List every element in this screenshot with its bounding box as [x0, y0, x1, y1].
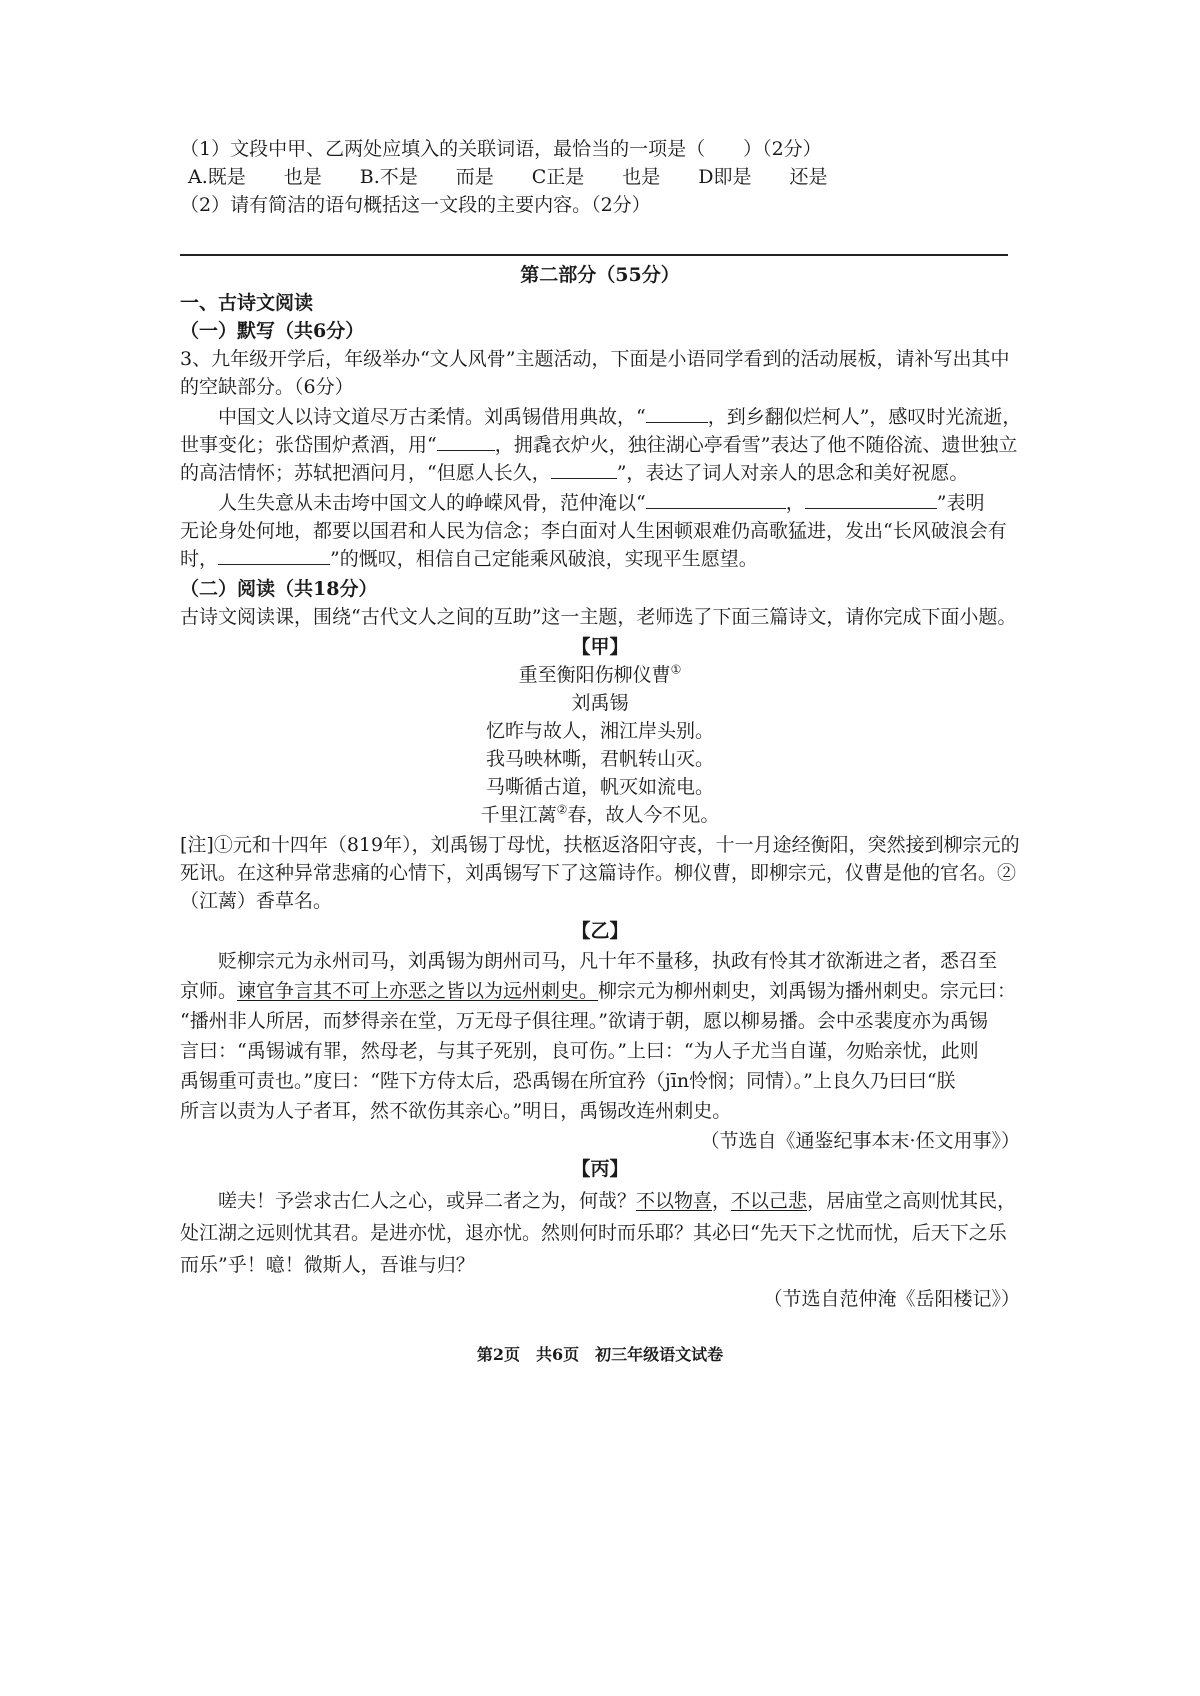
answer-blank-3[interactable]: [551, 460, 617, 479]
footnote-marker: ①: [670, 662, 682, 677]
reading-intro: 古诗文阅读课，围绕“古代文人之间的互助”这一主题，老师选了下面三篇诗文，请你完成下面小题。: [180, 606, 1017, 628]
poem-note-line-2: 死讯。在这种异常悲痛的心情下，刘禹锡写下了这篇诗作。柳仪曹，即柳宗元，仪曹是他的官名。②: [180, 862, 1017, 884]
dictation-line-5: 无论身处何地，都要以国君和人民为信念；李白面对人生困顿艰难仍高歌猛进，发出“长风破浪会有: [180, 520, 1007, 542]
passage-text: 嗟夫！予尝求古仁人之心，或异二者之为，何哉？: [218, 1190, 637, 1212]
subsection-reading: （二）阅读（共18分）: [180, 578, 378, 600]
answer-blank-6[interactable]: [218, 546, 330, 565]
answer-blank-5[interactable]: [805, 490, 937, 509]
dictation-line-4: [218, 490, 1058, 516]
dictation-line-1: [218, 404, 1058, 430]
poem-text: 春，故人今不见。: [567, 804, 720, 826]
dictation-text: 的高洁情怀；苏轼把酒问月，“但愿人长久，: [180, 462, 551, 484]
poem-line-2: 我马映林嘶，君帆转山灭。: [485, 748, 714, 770]
underlined-phrase: 不以物喜: [636, 1190, 713, 1212]
passage-yi-line-1: 贬柳宗元为永州司马，刘禹锡为朗州司马，凡十年不量移，执政有怜其才欲渐进之者，悉召至: [218, 950, 998, 972]
footnote-marker: ②: [556, 802, 568, 817]
question-3-line-2: 的空缺部分。（6分）: [180, 376, 354, 398]
dictation-text: ，拥毳衣炉火，独往湖心亭看雪”表达了他不随俗流、遗世独立: [494, 434, 1018, 456]
passage-bing-line-2: 处江湖之远则忧其君。是进亦忧，退亦忧。然则何时而乐耶？其必曰“先天下之忧而忧，后天下之乐: [180, 1222, 1007, 1244]
passage-text: 柳宗元为柳州刺史，刘禹锡为播州刺史。宗元曰：: [598, 980, 1017, 1002]
passage-text: ，: [712, 1190, 732, 1212]
passage-yi-line-6: 所言以责为人子者耳，然不欲伤其亲心。”明日，禹锡改连州刺史。: [180, 1100, 732, 1122]
question-1-options: A.既是 也是 B.不是 而是 C正是 也是 D即是 还是: [188, 166, 828, 188]
dictation-text: ，到乡翻似烂柯人”，感叹时光流逝，: [707, 406, 1022, 428]
dictation-line-6: [180, 546, 1020, 572]
poem-line-4: [180, 802, 1020, 828]
poem-author: 刘禹锡: [571, 692, 629, 714]
dictation-line-2: [180, 432, 1020, 458]
passage-bing-line-3: 而乐”乎！噫！微斯人，吾谁与归？: [180, 1254, 475, 1276]
question-2: （2）请有简洁的语句概括这一文段的主要内容。（2分）: [180, 194, 651, 216]
answer-blank-2[interactable]: [437, 432, 495, 451]
poem-note-line-3: （江蓠）香草名。: [180, 890, 333, 912]
passage-yi-label: 【乙】: [571, 920, 629, 942]
question-1: （1）文段中甲、乙两处应填入的关联词语，最恰当的一项是（ ）（2分）: [180, 138, 822, 160]
page-footer: 第2页 共6页 初三年级语文试卷: [476, 1345, 724, 1364]
dictation-text: 世事变化；张岱围炉煮酒，用“: [180, 434, 437, 456]
passage-text: ，居庙堂之高则忧其民，: [807, 1190, 1017, 1212]
passage-yi-line-4: 言曰：“禹锡诚有罪，然母老，与其子死别，良可伤。”上曰：“为人子尤当自谨，勿贻亲忧，此则: [180, 1040, 979, 1062]
dictation-text: ”的慨叹，相信自己定能乘风破浪，实现平生愿望。: [330, 548, 758, 570]
passage-yi-line-2: [180, 978, 1020, 1004]
dictation-text: ”表明: [936, 492, 985, 514]
passage-bing-line-1: [218, 1188, 1058, 1214]
dictation-line-3: [180, 460, 1020, 486]
dictation-text: 中国文人以诗文道尽万古柔情。刘禹锡借用典故，“: [218, 406, 646, 428]
passage-text: 京师。: [180, 980, 238, 1002]
question-3-line-1: 3、九年级开学后，年级举办“文人风骨”主题活动，下面是小语同学看到的活动展板，请补写出其中: [180, 348, 1010, 370]
part-two-title: 第二部分（55分）: [520, 264, 680, 286]
passage-bing-source: （节选自范仲淹《岳阳楼记》）: [763, 1288, 1020, 1310]
poem-title: [180, 662, 1020, 688]
answer-blank-4[interactable]: [646, 490, 786, 509]
dictation-text: ，: [785, 492, 805, 514]
poem-line-1: 忆昨与故人，湘江岸头别。: [485, 720, 714, 742]
passage-yi-line-3: “播州非人所居，而梦得亲在堂，万无母子俱往理。”欲请于朝，愿以柳易播。会中丞裴度亦为禹锡: [180, 1010, 988, 1032]
passage-bing-label: 【丙】: [571, 1158, 629, 1180]
underlined-phrase: 不以己悲: [731, 1190, 808, 1212]
subsection-dictation: （一）默写（共6分）: [180, 320, 365, 342]
dictation-text: ”，表达了词人对亲人的思念和美好祝愿。: [616, 462, 969, 484]
underlined-sentence: 谏官争言其不可上亦恶之皆以为远州刺史。: [237, 980, 599, 1002]
answer-blank-1[interactable]: [646, 404, 708, 423]
poem-note-line-1: [注]①元和十四年（819年），刘禹锡丁母忧，扶柩返洛阳守丧，十一月途经衡阳，突然接到柳宗元的: [180, 834, 1020, 856]
passage-yi-source: （节选自《通鉴纪事本末·伾文用事》）: [700, 1130, 1020, 1152]
dictation-text: 时，: [180, 548, 219, 570]
passage-jia-label: 【甲】: [571, 636, 629, 658]
poem-title-text: 重至衡阳伤柳仪曹: [518, 664, 671, 686]
section-heading-classical: 一、古诗文阅读: [180, 292, 314, 314]
passage-yi-line-5: 禹锡重可责也。”度曰：“陛下方侍太后，恐禹锡在所宜矜（jīn怜悯；同情）。”上良久乃曰曰“朕: [180, 1070, 956, 1092]
dictation-text: 人生失意从未击垮中国文人的峥嵘风骨，范仲淹以“: [218, 492, 646, 514]
poem-text: 千里江蓠: [480, 804, 557, 826]
section-divider: [180, 254, 1008, 256]
poem-line-3: 马嘶循古道，帆灭如流电。: [485, 776, 714, 798]
